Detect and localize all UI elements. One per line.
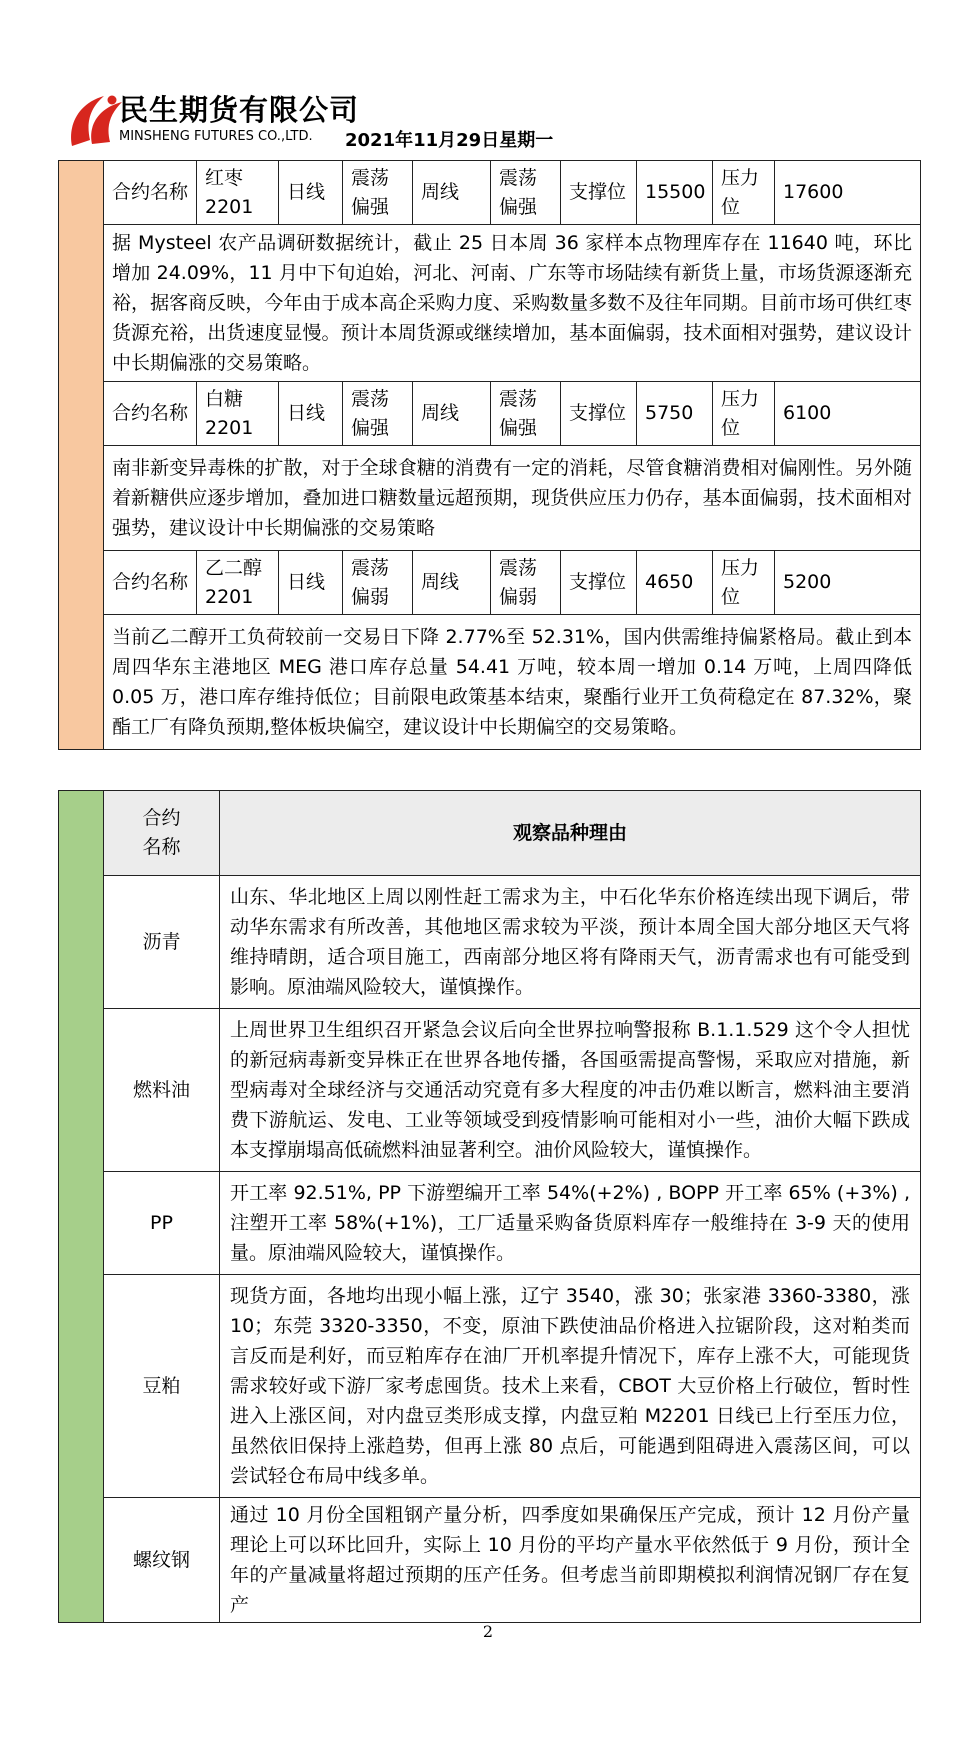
header-contract-label-2: 名称 [142, 836, 181, 858]
daily-label: 日线 [279, 551, 343, 615]
contract-label: 合约名称 [104, 551, 197, 615]
company-name-cn: 民生期货有限公司 [119, 93, 360, 127]
variety-reason: 山东、华北地区上周以刚性赶工需求为主，中石化华东价格连续出现下调后，带动华东需求有所改善，其他地区需求较为平淡，预计本周全国大部分地区天气将维持晴朗，适合项目施工，西南部分地区将有降雨天气，沥青需求也有可能受到影响。原油端风险较大，谨慎操作。 [220, 876, 921, 1009]
weekly-bias: 偏强 [499, 195, 538, 218]
observation-header-row [59, 791, 921, 876]
contract-code: 2201 [205, 585, 254, 608]
contract-row-glycol [59, 551, 921, 615]
variety-name: 沥青 [104, 876, 220, 1009]
observation-row-pp [59, 1172, 921, 1275]
resistance-label: 压力 [721, 556, 760, 579]
section-marker [59, 791, 104, 1623]
daily-bias: 偏强 [351, 416, 390, 439]
analysis-row-jujube [59, 225, 921, 382]
resistance-label-2: 位 [721, 585, 741, 608]
weekly-label: 周线 [413, 161, 491, 225]
daily-trend: 震荡 [351, 387, 390, 410]
variety-name: PP [104, 1172, 220, 1275]
variety-reason: 上周世界卫生组织召开紧急会议后向全世界拉响警报称 B.1.1.529 这个令人担忧的新冠病毒新变异株正在世界各地传播，各国亟需提高警惕，采取应对措施，新型病毒对全球经济与交通活动究竟有多大程度的冲击仍难以断言，燃料油主要消费下游航运、发电、工业等领域受到疫情影响可能相对小一些，油价大幅下跌成本支撑崩塌高低硫燃料油显著利空。油价风险较大，谨慎操作。 [220, 1009, 921, 1172]
contract-label: 合约名称 [104, 382, 197, 446]
contract-row-sugar [59, 382, 921, 446]
variety-reason: 现货方面，各地均出现小幅上涨，辽宁 3540，涨 30；张家港 3360-3380，涨 10；东莞 3320-3350，不变，原油下跌使油品价格进入拉锯阶段，这对粕类而言反而是利好，而豆粕库存在油厂开机率提升情况下，库存上涨不大，可能现货需求较好或下游厂家考虑囤货。技术上来看，CBOT 大豆价格上行破位，暂时性进入上涨区间，对内盘豆类形成支撑，内盘豆粕 M2201 日线已上行至压力位，虽然依旧保持上涨趋势，但再上涨 80 点后，可能遇到阻碍进入震荡区间，可以尝试轻仓布局中线多单。 [220, 1275, 921, 1498]
contract-analysis: 南非新变异毒株的扩散，对于全球食糖的消费有一定的消耗，尽管食糖消费相对偏刚性。另外随着新糖供应逐步增加，叠加进口糖数量远超预期，现货供应压力仍存，基本面偏弱，技术面相对强势，建议设计中长期偏涨的交易策略 [104, 446, 921, 551]
resistance-value: 5200 [775, 551, 921, 615]
page-number: 2 [482, 1622, 494, 1641]
contract-code: 2201 [205, 416, 254, 439]
daily-trend: 震荡 [351, 166, 390, 189]
analysis-row-glycol [59, 615, 921, 750]
variety-reason: 通过 10 月份全国粗钢产量分析，四季度如果确保压产完成，预计 12 月份产量理论上可以环比回升，实际上 10 月份的平均产量水平依然低于 9 月份，预计全年的产量减量将超过预期的压产任务。但考虑当前即期模拟利润情况钢厂存在复产 [220, 1498, 921, 1623]
weekly-label: 周线 [413, 551, 491, 615]
header-reason: 观察品种理由 [220, 791, 921, 876]
daily-bias: 偏弱 [351, 585, 390, 608]
contract-code: 2201 [205, 195, 254, 218]
variety-name: 螺纹钢 [104, 1498, 220, 1623]
support-label: 支撑位 [561, 161, 637, 225]
weekly-trend: 震荡 [499, 556, 538, 579]
support-value: 5750 [637, 382, 713, 446]
minsheng-logo-icon [66, 88, 126, 152]
variety-reason: 开工率 92.51%, PP 下游塑编开工率 54%(+2%) , BOPP 开工率 65% (+3%) ,注塑开工率 58%(+1%)，工厂适量采购备货原料库存一般维持在 3-9 天的使用量。原油端风险较大，谨慎操作。 [220, 1172, 921, 1275]
contract-analysis: 当前乙二醇开工负荷较前一交易日下降 2.77%至 52.31%，国内供需维持偏紧格局。截止到本周四华东主港地区 MEG 港口库存总量 54.41 万吨，较本周一增加 0.14 万吨，上周四降低 0.05 万，港口库存维持低位；目前限电政策基本结束，聚酯行业开工负荷稳定在 87.32%，聚酯工厂有降负预期,整体板块偏空，建议设计中长期偏空的交易策略。 [104, 615, 921, 750]
resistance-label: 压力 [721, 166, 760, 189]
observation-row-asphalt [59, 876, 921, 1009]
daily-label: 日线 [279, 382, 343, 446]
contract-name: 乙二醇 [205, 556, 263, 579]
support-label: 支撑位 [561, 551, 637, 615]
header-contract-label: 合约 [142, 807, 181, 829]
resistance-label-2: 位 [721, 416, 741, 439]
contract-analysis: 据 Mysteel 农产品调研数据统计，截止 25 日本周 36 家样本点物理库存在 11640 吨，环比增加 24.09%，11 月中下旬迫始，河北、河南、广东等市场陆续有新货上量，市场货源逐渐充裕，据客商反映，今年由于成本高企采购力度、采购数量多数不及往年同期。目前市场可供红枣货源充裕，出货速度显慢。预计本周货源或继续增加，基本面偏弱，技术面相对强势，建议设计中长期偏涨的交易策略。 [104, 225, 921, 382]
weekly-label: 周线 [413, 382, 491, 446]
contract-strategy-table [58, 160, 921, 750]
company-name-en: MINSHENG FUTURES CO.,LTD. [119, 129, 313, 144]
daily-trend: 震荡 [351, 556, 390, 579]
resistance-value: 17600 [775, 161, 921, 225]
contract-name: 白糖 [205, 387, 244, 410]
support-value: 4650 [637, 551, 713, 615]
support-label: 支撑位 [561, 382, 637, 446]
resistance-label-2: 位 [721, 195, 741, 218]
contract-row-jujube [59, 161, 921, 225]
observation-row-soymeal [59, 1275, 921, 1498]
resistance-value: 6100 [775, 382, 921, 446]
contract-label: 合约名称 [104, 161, 197, 225]
weekly-trend: 震荡 [499, 166, 538, 189]
observation-table [58, 790, 921, 1623]
observation-row-fuel-oil [59, 1009, 921, 1172]
section-marker [59, 161, 104, 750]
variety-name: 豆粕 [104, 1275, 220, 1498]
daily-bias: 偏强 [351, 195, 390, 218]
weekly-trend: 震荡 [499, 387, 538, 410]
observation-row-rebar [59, 1498, 921, 1623]
analysis-row-sugar [59, 446, 921, 551]
contract-name: 红枣 [205, 166, 244, 189]
report-date: 2021年11月29日星期一 [345, 130, 554, 151]
resistance-label: 压力 [721, 387, 760, 410]
daily-label: 日线 [279, 161, 343, 225]
support-value: 15500 [637, 161, 713, 225]
variety-name: 燃料油 [104, 1009, 220, 1172]
weekly-bias: 偏弱 [499, 585, 538, 608]
weekly-bias: 偏强 [499, 416, 538, 439]
